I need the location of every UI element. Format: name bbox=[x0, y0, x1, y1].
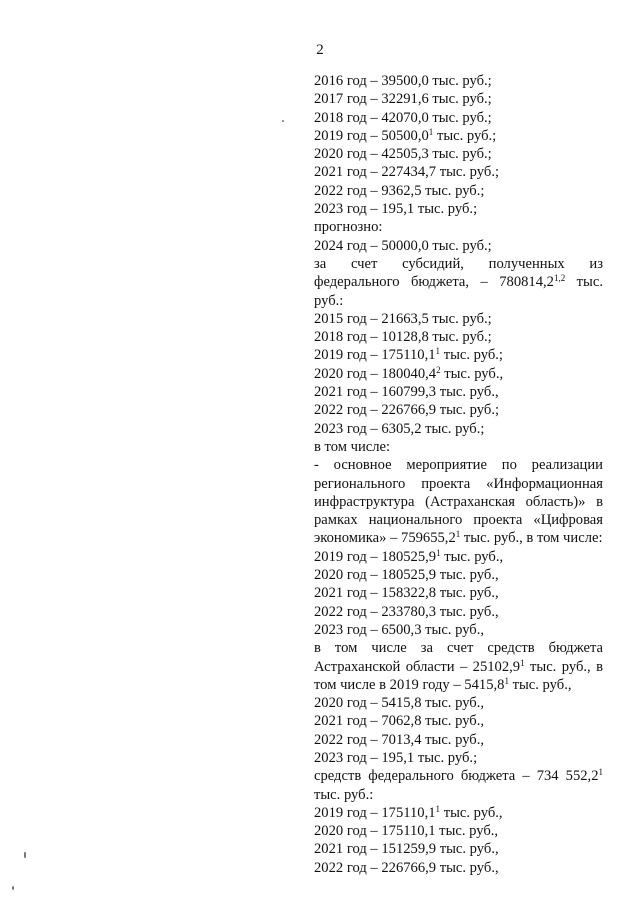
list-line bbox=[314, 72, 603, 90]
text-span: 2019 год – 50500,0 bbox=[314, 127, 429, 144]
footnote-marker: 2 bbox=[436, 364, 441, 375]
footnote-marker: 1,2 bbox=[553, 273, 566, 284]
list-line bbox=[314, 310, 603, 328]
text-span: 2021 год – 160799,3 тыс. руб., bbox=[314, 384, 499, 401]
list-line bbox=[314, 109, 603, 127]
text-span: тыс. руб.; bbox=[433, 127, 497, 144]
list-line bbox=[314, 548, 603, 566]
text-span: 2022 год – 7013,4 тыс. руб., bbox=[314, 731, 485, 748]
text-span: 2023 год – 195,1 тыс. руб.; bbox=[314, 749, 478, 766]
list-line bbox=[314, 712, 603, 730]
list-line bbox=[314, 804, 603, 822]
text-span: 2020 год – 5415,8 тыс. руб., bbox=[314, 695, 485, 712]
text-span: 2018 год – 10128,8 тыс. руб.; bbox=[314, 329, 492, 346]
list-line bbox=[314, 749, 603, 767]
text-span: в том числе за счет средств бюджета Астраханской области – 25102,9 bbox=[314, 640, 603, 675]
text-span: 2019 год – 180525,9 bbox=[314, 548, 437, 565]
page-number: 2 bbox=[316, 42, 324, 58]
footnote-marker: 1 bbox=[520, 657, 525, 668]
text-span: 2023 год – 195,1 тыс. руб.; bbox=[314, 201, 478, 218]
list-line bbox=[314, 346, 603, 364]
text-span: прогнозно: bbox=[314, 219, 383, 236]
text-span: тыс. руб., bbox=[440, 548, 504, 565]
text-span: 2023 год – 6500,3 тыс. руб., bbox=[314, 621, 485, 638]
text-span: тыс. руб.; bbox=[440, 347, 503, 364]
scan-speck bbox=[24, 852, 26, 858]
text-span: тыс. руб., bbox=[440, 804, 503, 821]
text-span: 2020 год – 180525,9 тыс. руб., bbox=[314, 567, 499, 584]
list-line bbox=[314, 438, 603, 456]
list-line bbox=[314, 163, 603, 181]
text-span: 2024 год – 50000,0 тыс. руб.; bbox=[314, 237, 492, 254]
text-span: 2020 год – 175110,1 тыс. руб., bbox=[314, 823, 499, 840]
paragraph bbox=[314, 767, 603, 804]
list-line bbox=[314, 603, 603, 621]
text-span: 2019 год – 175110,1 bbox=[314, 804, 436, 821]
text-span: тыс. руб., bbox=[440, 365, 504, 382]
list-line bbox=[314, 237, 603, 255]
text-span: 2019 год – 175110,1 bbox=[314, 347, 436, 364]
text-span: 2021 год – 7062,8 тыс. руб., bbox=[314, 713, 485, 730]
text-span: 2015 год – 21663,5 тыс. руб.; bbox=[314, 310, 492, 327]
text-span: 2020 год – 42505,3 тыс. руб.; bbox=[314, 146, 492, 163]
list-line bbox=[314, 566, 603, 584]
list-line bbox=[314, 621, 603, 639]
list-line bbox=[314, 731, 603, 749]
scan-speck bbox=[12, 886, 14, 890]
list-line bbox=[314, 90, 603, 108]
text-span: 2017 год – 32291,6 тыс. руб.; bbox=[314, 91, 492, 108]
list-line bbox=[314, 420, 603, 438]
text-span: 2021 год – 151259,9 тыс. руб., bbox=[314, 841, 499, 858]
footnote-marker: 1 bbox=[435, 346, 441, 357]
list-line bbox=[314, 328, 603, 346]
text-span: средств федерального бюджета – 734 552,2 bbox=[314, 768, 599, 785]
list-line bbox=[314, 127, 603, 145]
list-line bbox=[314, 218, 603, 236]
footnote-marker: 1 bbox=[598, 767, 603, 778]
list-line bbox=[314, 822, 603, 840]
text-span: 2022 год – 233780,3 тыс. руб., bbox=[314, 603, 499, 620]
list-line bbox=[314, 694, 603, 712]
list-line bbox=[314, 182, 603, 200]
list-line bbox=[314, 365, 603, 383]
footnote-marker: 1 bbox=[428, 126, 434, 137]
footnote-marker: 1 bbox=[504, 675, 509, 686]
list-line bbox=[314, 584, 603, 602]
paragraph bbox=[314, 255, 603, 310]
list-line bbox=[314, 859, 603, 877]
paragraph bbox=[314, 456, 603, 547]
text-span: тыс. руб.: bbox=[314, 786, 374, 803]
list-line bbox=[314, 145, 603, 163]
footnote-marker: 1 bbox=[436, 547, 441, 558]
text-span: тыс. руб., в том числе: bbox=[460, 530, 603, 547]
footnote-marker: 1 bbox=[455, 529, 461, 540]
list-line bbox=[314, 401, 603, 419]
text-span: в том числе: bbox=[314, 438, 391, 455]
text-span: 2022 год – 226766,9 тыс. руб.; bbox=[314, 402, 500, 419]
footnote-marker: 1 bbox=[435, 803, 441, 814]
text-span: тыс. руб., bbox=[508, 676, 572, 693]
document-body bbox=[314, 72, 603, 877]
text-span: 2023 год – 6305,2 тыс. руб.; bbox=[314, 420, 485, 437]
text-span: 2021 год – 227434,7 тыс. руб.; bbox=[314, 164, 500, 181]
list-line bbox=[314, 383, 603, 401]
text-span: 2022 год – 226766,9 тыс. руб., bbox=[314, 859, 499, 876]
text-span: за счет субсидий, полученных из федерального бюджета, – 780814,2 bbox=[314, 255, 603, 291]
text-span: 2018 год – 42070,0 тыс. руб.; bbox=[314, 109, 492, 126]
text-span: - основное мероприятие по реализации регионального проекта «Информационная инфраструктура (Астраханская область)» в рамках национального проекта «Цифровая экономика» – 759655,2 bbox=[314, 457, 603, 547]
scan-speck bbox=[282, 120, 284, 122]
text-span: тыс. руб., в том числе в 2019 году – 5415,8 bbox=[314, 658, 603, 693]
text-span: 2022 год – 9362,5 тыс. руб.; bbox=[314, 182, 485, 199]
list-line bbox=[314, 840, 603, 858]
text-span: 2021 год – 158322,8 тыс. руб., bbox=[314, 585, 499, 602]
text-span: 2016 год – 39500,0 тыс. руб.; bbox=[314, 73, 492, 89]
paragraph bbox=[314, 639, 603, 694]
list-line bbox=[314, 200, 603, 218]
text-span: 2020 год – 180040,4 bbox=[314, 365, 437, 382]
text-span: тыс. руб.: bbox=[314, 274, 603, 309]
